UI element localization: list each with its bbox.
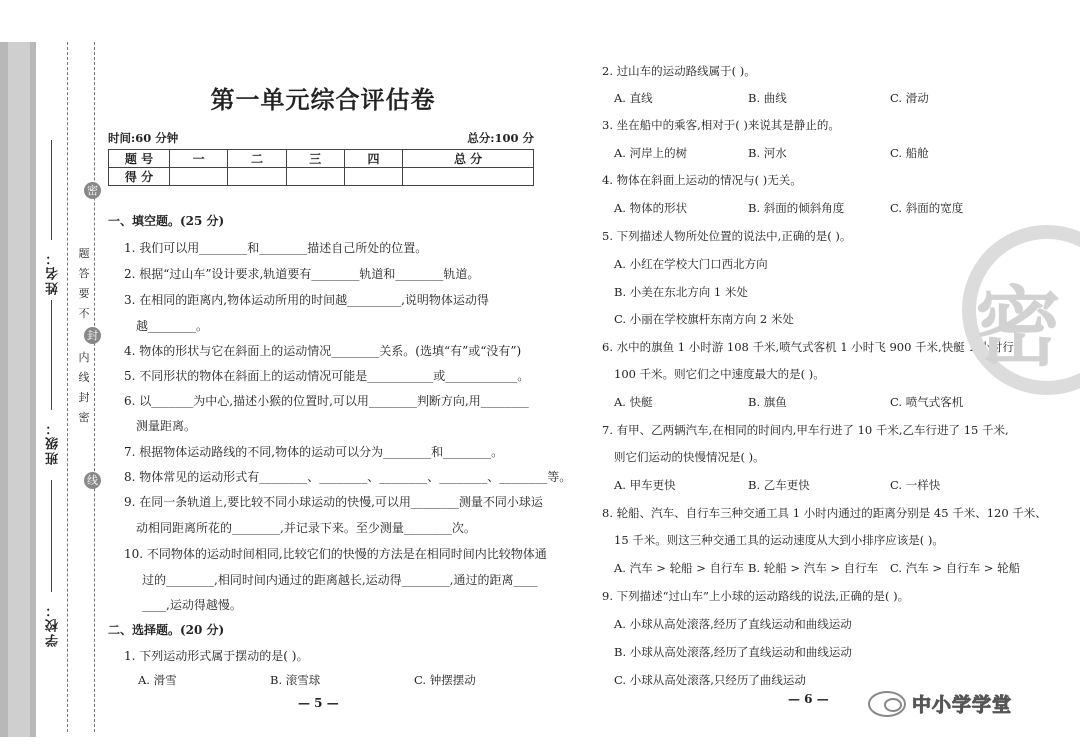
choice-option: B. 斜面的倾斜角度 [748,201,845,215]
note-char: 线 [78,371,90,384]
note-char: 不 [78,307,90,320]
score-header-cell: 题 号 [109,150,170,168]
fill-question-cont: 动相同距离所花的________,并记录下来。至少测量________次。 [136,521,476,535]
score-table-header [109,150,534,168]
score-header-cell: 总 分 [403,150,534,168]
seal-mark-2: 封 [84,327,101,344]
choice-option: C. 一样快 [890,478,941,492]
choice-option: C. 汽车 > 自行车 > 轮船 [890,561,1021,575]
fill-question: 2. 根据“过山车”设计要求,轨道要有________轨道和________轨道。 [124,267,480,281]
choice-option: A. 汽车 > 轮船 > 自行车 [614,561,745,575]
exam-time: 时间:60 分钟 [108,131,179,145]
choice-option: B. 乙车更快 [748,478,810,492]
choice-option: A. 直线 [614,91,653,105]
choice-option: A. 物体的形状 [614,201,688,215]
stamp-char: 密 [975,278,1061,378]
score-table-row [109,168,534,186]
choice-question: 9. 下列描述“过山车”上小球的运动路线的说法,正确的是( )。 [602,589,910,603]
page-title: 第一单元综合评估卷 [210,85,436,114]
seal-mark-3: 线 [84,472,101,489]
note-char: 封 [78,391,90,404]
choice-question: 8. 轮船、汽车、自行车三种交通工具 1 小时内通过的距离分别是 45 千米、120 千米、 [602,506,1047,520]
choice-option: B. 小美在东北方向 1 米处 [614,285,748,299]
page-number: — 5 — [298,696,339,710]
fill-question: 1. 我们可以用________和________描述自己所处的位置。 [124,241,428,255]
choice-option: A. 甲车更快 [614,478,676,492]
fill-question: 6. 以_______为中心,描述小猴的位置时,可以用________判断方向,用________ [124,394,529,408]
dashed-line-inner [67,42,68,732]
choice-question: 5. 下列描述人物所处位置的说法中,正确的是( )。 [602,229,852,243]
name-blank [51,140,52,240]
choice-option: A. 滑雪 [138,673,177,687]
note-char: 答 [78,267,90,280]
fill-question: 10. 不同物体的运动时间相同,比较它们的快慢的方法是在相同时间内比较物体通 [124,547,547,561]
choice-question-cont: 则它们运动的快慢情况是( )。 [614,450,765,464]
fill-question: 3. 在相同的距离内,物体运动所用的时间越_________,说明物体运动得 [124,293,489,307]
choice-option: C. 滑动 [890,91,929,105]
fill-question-cont: 越________。 [136,319,209,333]
choice-option: C. 小丽在学校旗杆东南方向 2 米处 [614,312,794,326]
watermark [868,690,1012,717]
school-label: 学校： [46,602,61,647]
name-label: 姓名： [46,250,61,295]
choice-option: C. 小球从高处滚落,只经历了曲线运动 [614,673,806,687]
choice-option: B. 小球从高处滚落,经历了直线运动和曲线运动 [614,645,852,659]
exam-total: 总分:100 分 [467,131,534,145]
choice-option: C. 船舱 [890,146,929,160]
seal-mark-1: 密 [84,182,101,199]
choice-question: 4. 物体在斜面上运动的情况与( )无关。 [602,173,802,187]
school-blank [51,480,52,592]
fill-question: 7. 根据物体运动路线的不同,物体的运动可以分为________和________。 [124,445,504,459]
note-char: 题 [78,247,90,260]
section-heading-fill: 一、填空题。(25 分) [108,214,225,228]
choice-question-cont: 15 千米。则这三种交通工具的运动速度从大到小排序应该是( )。 [614,533,944,547]
score-table [108,149,534,186]
score-cell[interactable] [344,168,402,186]
choice-option: A. 小球从高处滚落,经历了直线运动和曲线运动 [614,617,852,631]
choice-question: 7. 有甲、乙两辆汽车,在相同的时间内,甲车行进了 10 千米,乙车行进了 15 千米, [602,423,1009,437]
score-cell[interactable] [286,168,344,186]
choice-question: 1. 下列运动形式属于摆动的是( )。 [124,649,309,663]
binding-strip-inner [8,42,30,737]
choice-option: B. 旗鱼 [748,395,787,409]
class-label: 班级： [46,420,61,465]
score-cell[interactable] [403,168,534,186]
section-heading-choice: 二、选择题。(20 分) [108,623,225,637]
watermark-text: 中小学学堂 [912,694,1013,716]
score-header-cell: 一 [170,150,228,168]
left-page [108,40,572,740]
choice-option: A. 小红在学校大门口西北方向 [614,257,768,271]
fill-question: 8. 物体常见的运动形式有________、________、________、________、________等。 [124,470,572,484]
choice-question: 3. 坐在船中的乘客,相对于( )来说其是静止的。 [602,118,840,132]
choice-question: 6. 水中的旗鱼 1 小时游 108 千米,喷气式客机 1 小时飞 900 千米,快艇 1 小时行 [602,340,1014,354]
choice-option: B. 曲线 [748,91,787,105]
choice-option: B. 轮船 > 汽车 > 自行车 [748,561,879,575]
choice-option: B. 河水 [748,146,787,160]
fill-question-cont: 过的________,相同时间内通过的距离越长,运动得________,通过的距离____ [142,573,538,587]
class-blank [51,300,52,410]
score-header-cell: 四 [344,150,402,168]
choice-option: C. 钟摆摆动 [414,673,476,687]
note-char: 内 [78,351,90,364]
score-row-label: 得 分 [109,168,170,186]
page-number: — 6 — [788,692,829,706]
fill-question-cont: ____,运动得越慢。 [142,598,242,612]
fill-question-cont: 测量距离。 [136,419,197,433]
fill-question: 9. 在同一条轨道上,要比较不同小球运动的快慢,可以用________测量不同小球运 [124,495,543,509]
wechat-icon [868,691,906,717]
choice-option: B. 滚雪球 [270,673,321,687]
choice-option: A. 河岸上的树 [614,146,688,160]
choice-question: 2. 过山车的运动路线属于( )。 [602,64,756,78]
dashed-line-outer [94,42,95,732]
choice-option: C. 斜面的宽度 [890,201,964,215]
choice-option: C. 喷气式客机 [890,395,964,409]
choice-option: A. 快艇 [614,395,653,409]
fill-question: 5. 不同形状的物体在斜面上的运动情况可能是___________或____________。 [124,369,530,383]
choice-question-cont: 100 千米。则它们之中速度最大的是( )。 [614,367,825,381]
fill-question: 4. 物体的形状与它在斜面上的运动情况________关系。(选填“有”或“没有”) [124,344,522,358]
score-header-cell: 二 [228,150,286,168]
note-char: 密 [78,411,90,424]
right-page [598,55,1047,745]
score-cell[interactable] [228,168,286,186]
score-header-cell: 三 [286,150,344,168]
binding-strip [0,42,36,737]
score-cell[interactable] [170,168,228,186]
note-char: 要 [78,287,90,300]
